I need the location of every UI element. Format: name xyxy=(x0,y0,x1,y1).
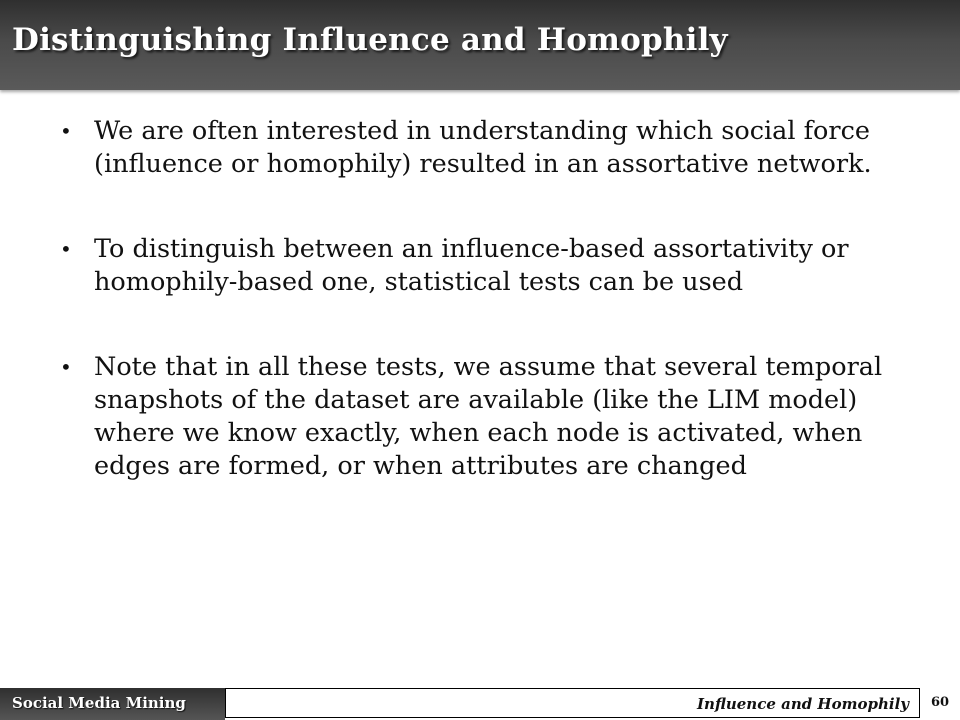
footer-section-label: Influence and Homophily xyxy=(697,695,909,713)
bullet-icon: • xyxy=(60,237,72,261)
footer-section-box xyxy=(225,688,920,718)
bullet-icon: • xyxy=(60,355,72,379)
slide-content xyxy=(60,115,900,535)
bullet-icon: • xyxy=(60,119,72,143)
bullet-text: Note that in all these tests, we assume that several temporal snapshots of the dataset are available (like the LIM model) where we know exactly, when each node is activated, when edges are formed, or when attributes are changed xyxy=(94,352,883,481)
bullet-text: We are often interested in understanding which social force (influence or homophily) resulted in an assortative network. xyxy=(94,116,872,179)
bullet-item-2 xyxy=(60,233,900,299)
footer-course-text: Social Media Mining xyxy=(12,694,186,712)
footer-course-label xyxy=(0,688,225,720)
slide-title: Distinguishing Influence and Homophily xyxy=(12,22,728,58)
bullet-item-1 xyxy=(60,115,900,181)
bullet-item-3 xyxy=(60,351,900,483)
title-bar xyxy=(0,0,960,90)
page-number: 60 xyxy=(930,695,950,710)
bullet-text: To distinguish between an influence-based assortativity or homophily-based one, statistical tests can be used xyxy=(94,234,849,297)
footer xyxy=(0,688,960,720)
